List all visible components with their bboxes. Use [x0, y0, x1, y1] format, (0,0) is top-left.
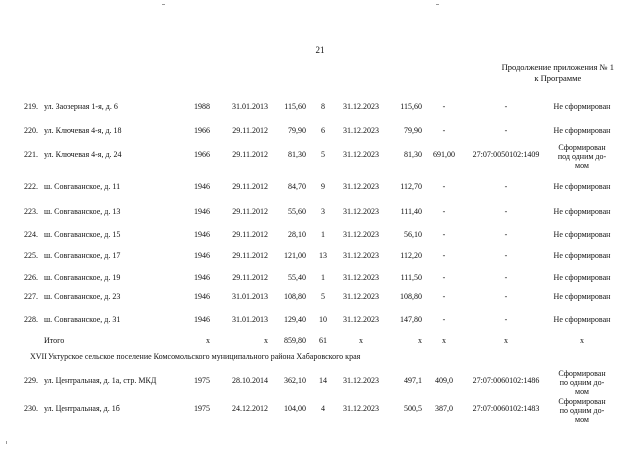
total-cadastral: х [504, 336, 508, 345]
row-year: 1975 [194, 376, 210, 385]
row-cadastral: - [504, 182, 508, 191]
row-status [548, 143, 616, 170]
row-count: 1 [321, 273, 325, 282]
row-year: 1946 [194, 182, 210, 191]
total-deadline: х [359, 336, 363, 345]
row-area: 84,70 [288, 182, 306, 191]
row-status-line: Не сформирован [553, 230, 611, 239]
row-status [548, 230, 616, 239]
row-area-total: 112,70 [400, 182, 422, 191]
row-date: 31.01.2013 [232, 292, 268, 301]
row-status-line: Сформирован [558, 143, 606, 152]
row-cadastral: 27:07:0060102:1486 [472, 376, 540, 385]
row-status [548, 273, 616, 282]
row-year: 1966 [194, 150, 210, 159]
row-area-total: 81,30 [404, 150, 422, 159]
row-count: 4 [321, 404, 325, 413]
row-year: 1966 [194, 126, 210, 135]
row-area-land: 409,0 [435, 376, 453, 385]
row-number: 226. [24, 273, 38, 282]
row-area: 79,90 [288, 126, 306, 135]
row-year: 1988 [194, 102, 210, 111]
row-address: ш. Совгаванское, д. 13 [44, 207, 121, 216]
row-date: 29.11.2012 [232, 251, 268, 260]
row-area-total: 111,40 [400, 207, 422, 216]
row-year: 1946 [194, 230, 210, 239]
row-area-total: 497,1 [404, 376, 422, 385]
row-number: 230. [24, 404, 38, 413]
row-status-line: Не сформирован [553, 315, 611, 324]
row-area: 108,80 [284, 292, 306, 301]
row-date: 31.01.2013 [232, 102, 268, 111]
row-area-land: - [442, 182, 446, 191]
row-status [548, 369, 616, 396]
row-cadastral: - [504, 102, 508, 111]
row-status-line: Сформирован [558, 397, 606, 406]
row-status [548, 397, 616, 424]
row-count: 13 [319, 251, 327, 260]
row-deadline: 31.12.2023 [343, 404, 379, 413]
row-cadastral: - [504, 292, 508, 301]
total-area-total: х [418, 336, 422, 345]
row-area-total: 112,20 [400, 251, 422, 260]
row-deadline: 31.12.2023 [343, 376, 379, 385]
row-area: 121,00 [284, 251, 306, 260]
row-area: 55,60 [288, 207, 306, 216]
row-date: 28.10.2014 [232, 376, 268, 385]
row-number: 224. [24, 230, 38, 239]
row-status-line: Не сформирован [553, 126, 611, 135]
row-area: 104,00 [284, 404, 306, 413]
row-count: 5 [321, 292, 325, 301]
row-year: 1946 [194, 251, 210, 260]
row-date: 29.11.2012 [232, 273, 268, 282]
row-area: 115,60 [284, 102, 306, 111]
row-area-land: - [442, 273, 446, 282]
row-date: 29.11.2012 [232, 150, 268, 159]
row-status [548, 126, 616, 135]
row-cadastral: - [504, 251, 508, 260]
row-area-land: 387,0 [435, 404, 453, 413]
row-cadastral: - [504, 315, 508, 324]
row-area-total: 111,50 [400, 273, 422, 282]
row-status-line: по одним до- [559, 378, 605, 387]
row-deadline: 31.12.2023 [343, 182, 379, 191]
row-number: 222. [24, 182, 38, 191]
row-number: 220. [24, 126, 38, 135]
row-deadline: 31.12.2023 [343, 126, 379, 135]
total-year: х [206, 336, 210, 345]
row-address: ш. Совгаванское, д. 23 [44, 292, 121, 301]
total-count: 61 [319, 336, 327, 345]
row-count: 8 [321, 102, 325, 111]
total-area-land: х [442, 336, 446, 345]
row-date: 29.11.2012 [232, 230, 268, 239]
appendix-title: Продолжение приложения № 1 [501, 62, 614, 72]
row-area-land: - [442, 251, 446, 260]
row-area-land: - [442, 315, 446, 324]
row-area: 362,10 [284, 376, 306, 385]
row-area-total: 147,80 [400, 315, 422, 324]
row-address: ул. Заозерная 1-я, д. 6 [44, 102, 118, 111]
row-deadline: 31.12.2023 [343, 102, 379, 111]
total-status: х [580, 336, 584, 345]
row-status-line: мом [575, 161, 589, 170]
scan-mark [436, 4, 439, 5]
table-row [0, 292, 640, 304]
row-status-line: Не сформирован [553, 273, 611, 282]
row-status [548, 207, 616, 216]
row-status-line: Не сформирован [553, 207, 611, 216]
table-row [0, 182, 640, 194]
appendix-subtitle: к Программе [534, 73, 582, 83]
row-number: 227. [24, 292, 38, 301]
row-status-line: Не сформирован [553, 182, 611, 191]
appendix-heading [502, 62, 614, 84]
row-year: 1946 [194, 292, 210, 301]
section-number: XVII [30, 352, 47, 361]
row-status [548, 251, 616, 260]
row-status-line: Не сформирован [553, 102, 611, 111]
row-cadastral: - [504, 273, 508, 282]
row-area-total: 56,10 [404, 230, 422, 239]
row-count: 1 [321, 230, 325, 239]
table-row [0, 273, 640, 285]
row-count: 10 [319, 315, 327, 324]
row-date: 29.11.2012 [232, 182, 268, 191]
row-area: 28,10 [288, 230, 306, 239]
row-status-line: мом [575, 415, 589, 424]
table-row [0, 126, 640, 138]
row-date: 24.12.2012 [232, 404, 268, 413]
total-row [0, 336, 640, 348]
row-area: 55,40 [288, 273, 306, 282]
row-area-total: 500,5 [404, 404, 422, 413]
row-cadastral: - [504, 207, 508, 216]
total-area: 859,80 [284, 336, 306, 345]
row-count: 6 [321, 126, 325, 135]
row-cadastral: 27:07:0060102:1483 [472, 404, 540, 413]
row-area-land: - [442, 207, 446, 216]
row-area-land: - [442, 230, 446, 239]
row-number: 221. [24, 150, 38, 159]
row-cadastral: - [504, 230, 508, 239]
row-cadastral: - [504, 126, 508, 135]
row-status [548, 292, 616, 301]
table-row [0, 143, 640, 170]
row-address: ул. Центральная, д. 1а, стр. МКД [44, 376, 157, 385]
scan-mark [162, 4, 165, 5]
row-area-total: 115,60 [400, 102, 422, 111]
row-deadline: 31.12.2023 [343, 315, 379, 324]
row-address: ш. Совгаванское, д. 17 [44, 251, 121, 260]
row-address: ул. Ключевая 4-я, д. 24 [44, 150, 122, 159]
row-number: 228. [24, 315, 38, 324]
row-year: 1946 [194, 315, 210, 324]
row-deadline: 31.12.2023 [343, 292, 379, 301]
row-count: 9 [321, 182, 325, 191]
row-date: 29.11.2012 [232, 126, 268, 135]
row-status-line: по одним до- [559, 406, 605, 415]
row-area-land: 691,00 [433, 150, 455, 159]
row-year: 1946 [194, 273, 210, 282]
row-date: 31.01.2013 [232, 315, 268, 324]
row-area-total: 108,80 [400, 292, 422, 301]
table-row [0, 251, 640, 263]
row-deadline: 31.12.2023 [343, 273, 379, 282]
section-title: Уктурское сельское поселение Комсомольского муниципального района Хабаровского края [48, 352, 361, 361]
table-row [0, 369, 640, 396]
row-status-line: под одним до- [557, 152, 607, 161]
row-status-line: Не сформирован [553, 292, 611, 301]
row-status [548, 102, 616, 111]
row-number: 219. [24, 102, 38, 111]
row-deadline: 31.12.2023 [343, 150, 379, 159]
total-label: Итого [44, 336, 65, 345]
row-address: ул. Центральная, д. 1б [44, 404, 120, 413]
table-row [0, 397, 640, 424]
row-address: ш. Совгаванское, д. 31 [44, 315, 121, 324]
row-status-line: Не сформирован [553, 251, 611, 260]
row-status [548, 182, 616, 191]
table-row [0, 315, 640, 327]
row-count: 5 [321, 150, 325, 159]
row-count: 14 [319, 376, 327, 385]
page-number: 21 [315, 45, 325, 55]
row-status-line: Сформирован [558, 369, 606, 378]
row-area-land: - [442, 126, 446, 135]
row-number: 225. [24, 251, 38, 260]
table-row [0, 230, 640, 242]
row-area-land: - [442, 292, 446, 301]
row-address: ш. Совгаванское, д. 11 [44, 182, 121, 191]
row-date: 29.11.2012 [232, 207, 268, 216]
table-row [0, 102, 640, 114]
row-number: 229. [24, 376, 38, 385]
total-date: х [264, 336, 268, 345]
row-area: 129,40 [284, 315, 306, 324]
row-deadline: 31.12.2023 [343, 207, 379, 216]
row-count: 3 [321, 207, 325, 216]
table-row [0, 207, 640, 219]
row-cadastral: 27:07:0050102:1409 [472, 150, 540, 159]
row-address: ул. Ключевая 4-я, д. 18 [44, 126, 122, 135]
row-deadline: 31.12.2023 [343, 251, 379, 260]
row-address: ш. Совгаванское, д. 15 [44, 230, 121, 239]
row-area-total: 79,90 [404, 126, 422, 135]
scan-mark [6, 441, 7, 444]
row-area-land: - [442, 102, 446, 111]
row-area: 81,30 [288, 150, 306, 159]
row-status [548, 315, 616, 324]
row-deadline: 31.12.2023 [343, 230, 379, 239]
row-year: 1975 [194, 404, 210, 413]
row-status-line: мом [575, 387, 589, 396]
row-address: ш. Совгаванское, д. 19 [44, 273, 121, 282]
row-year: 1946 [194, 207, 210, 216]
row-number: 223. [24, 207, 38, 216]
